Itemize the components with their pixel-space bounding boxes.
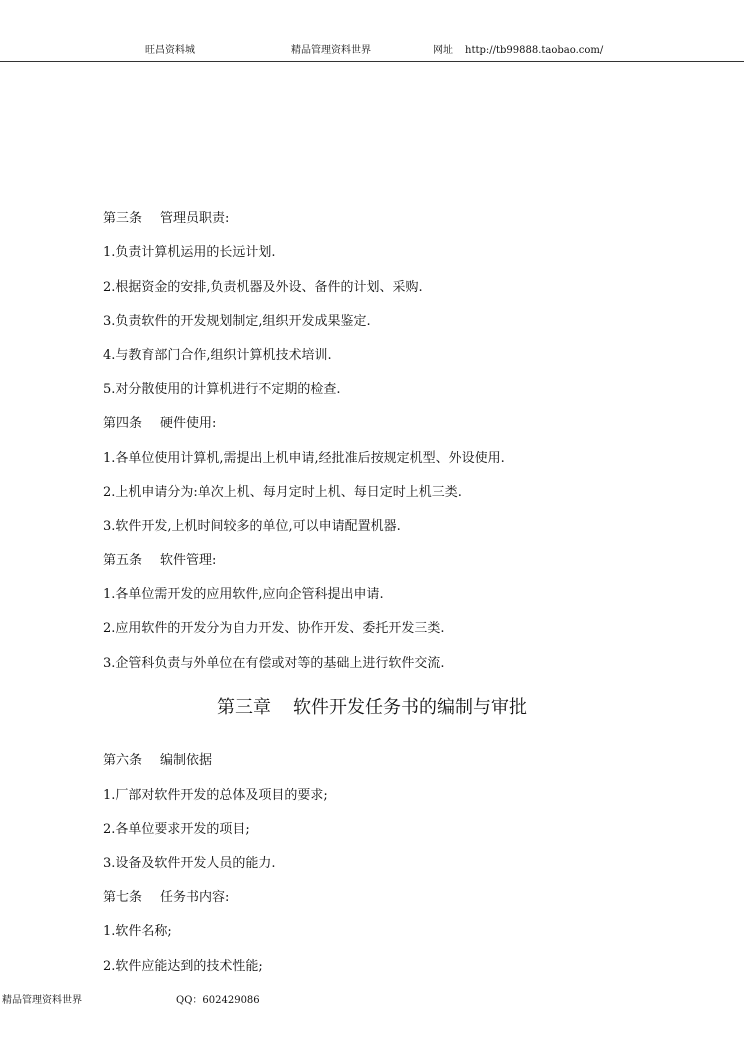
article-title: 硬件使用: [160,416,217,431]
article-3-heading [103,211,229,227]
article-number: 第七条 [103,890,143,905]
header-slogan: 精品管理资料世界 [291,45,371,56]
list-item: 2.上机申请分为:单次上机、每月定时上机、每日定时上机三类. [103,485,462,500]
article-4-heading [103,416,216,432]
list-item: 1.软件名称; [103,924,172,939]
list-item: 1.厂部对软件开发的总体及项目的要求; [103,788,328,803]
list-item: 2.软件应能达到的技术性能; [103,959,263,974]
footer-qq: QQ：602429086 [176,995,260,1006]
header-url-link[interactable]: http://tb99888.taobao.com/ [465,45,604,56]
article-title: 软件管理: [160,553,217,568]
list-item: 2.各单位要求开发的项目; [103,822,250,837]
header-site-name: 旺昌资料城 [145,45,195,56]
list-item: 1.负责计算机运用的长远计划. [103,245,276,260]
article-title: 管理员职责: [160,211,230,226]
article-7-heading [103,890,229,906]
chapter-title: 软件开发任务书的编制与审批 [293,697,527,718]
article-number: 第三条 [103,211,143,226]
chapter-number: 第三章 [217,697,271,718]
header-url-group [433,45,603,57]
list-item: 2.根据资金的安排,负责机器及外设、备件的计划、采购. [103,280,423,295]
list-item: 2.应用软件的开发分为自力开发、协作开发、委托开发三类. [103,621,445,636]
article-6-heading [103,753,212,769]
article-5-heading [103,553,216,569]
list-item: 3.设备及软件开发人员的能力. [103,856,276,871]
article-title: 编制依据 [160,753,213,768]
list-item: 3.负责软件的开发规划制定,组织开发成果鉴定. [103,314,371,329]
list-item: 5.对分散使用的计算机进行不定期的检查. [103,382,341,397]
list-item: 3.企管科负责与外单位在有偿或对等的基础上进行软件交流. [103,656,445,671]
header-url-label: 网址 [433,45,453,56]
list-item: 4.与教育部门合作,组织计算机技术培训. [103,348,332,363]
article-number: 第五条 [103,553,143,568]
footer-text: 精品管理资料世界 [2,995,82,1006]
chapter-heading [0,697,744,719]
article-title: 任务书内容: [160,890,230,905]
list-item: 1.各单位使用计算机,需提出上机申请,经批准后按规定机型、外设使用. [103,451,505,466]
article-number: 第四条 [103,416,143,431]
list-item: 1.各单位需开发的应用软件,应向企管科提出申请. [103,587,384,602]
page-header [0,0,744,62]
article-number: 第六条 [103,753,143,768]
list-item: 3.软件开发,上机时间较多的单位,可以申请配置机器. [103,519,401,534]
